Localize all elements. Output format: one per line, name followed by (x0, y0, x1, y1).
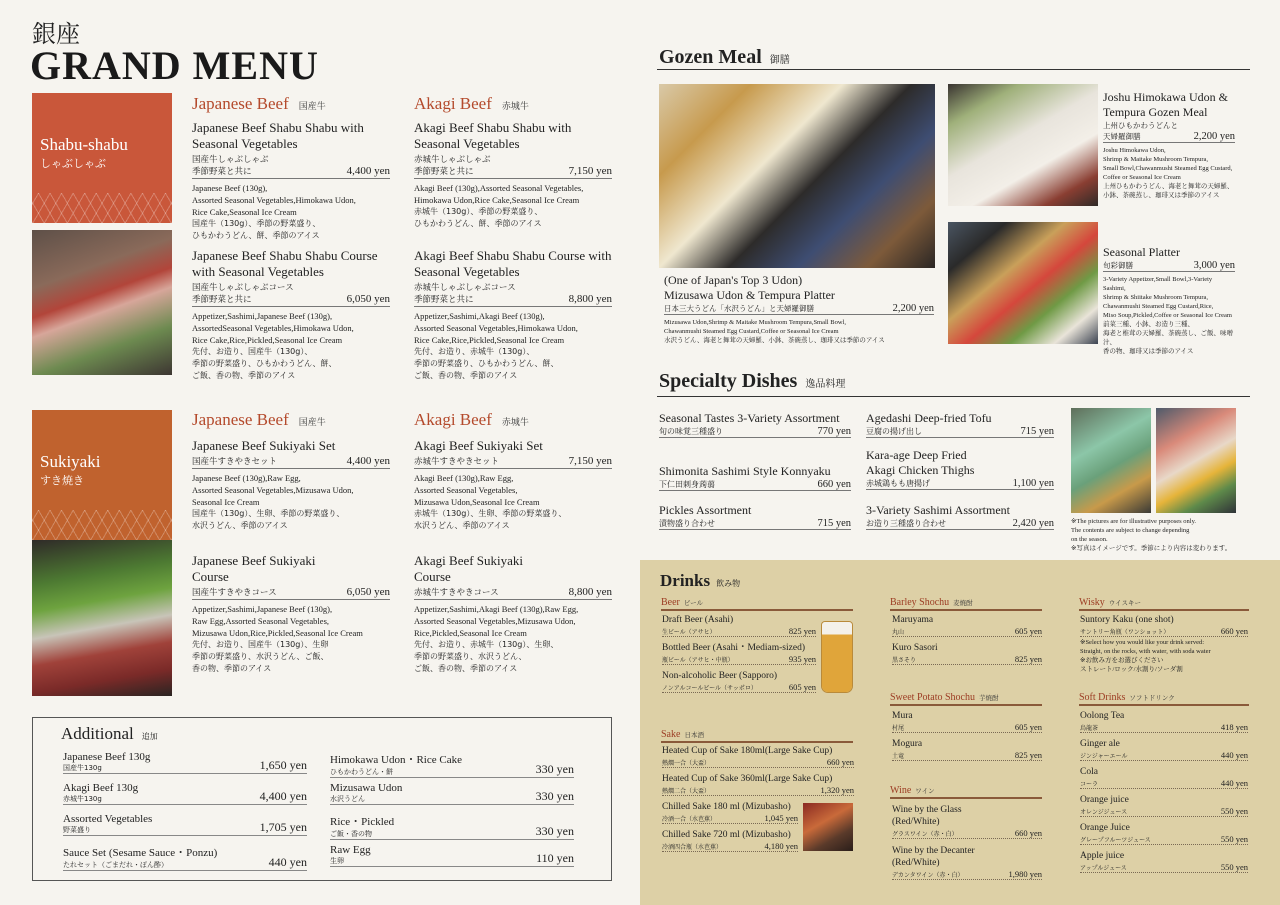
drink-item: Wine by the Decanter (Red/White) デカンタワイン（赤・白） 1,980 yen (892, 846, 1042, 879)
drink-item: Oolong Tea 烏龍茶 418 yen (1080, 711, 1248, 732)
item-desc: Appetizer,Sashimi,Japanese Beef (130g), AssortedSeasonal Vegetables,Himokawa Udon, Rice Cake,Rice,Pickled,Seasonal Ice Cream (192, 311, 354, 345)
menu-item (192, 553, 390, 675)
additional-item: Raw Egg 生卵 110 yen (330, 844, 574, 865)
additional-title: Additional 追加 (61, 724, 158, 743)
item-desc: Mizusawa Udon,Shrimp & Maitake Mushroom Tempura,Small Bowl, Chawanmushi Steamed Egg Custard,Coffee or Seasonal Ice Cream (664, 319, 846, 335)
drink-item: Maruyama 丸山 605 yen (892, 615, 1042, 636)
menu-item (414, 248, 612, 382)
drink-category-sake: Sake 日本酒 (661, 729, 853, 743)
specialty-rule (657, 396, 1250, 397)
item-desc-jp: 水沢うどん、海老と舞茸の天婦羅、小鉢、茶碗蒸し、珈琲又は季節のアイス (664, 336, 885, 344)
drinks-heading: Drinks 飲み物 (660, 571, 741, 590)
item-name: Japanese Beef Sukiyaki Course (192, 553, 316, 584)
item-desc: Appetizer,Sashimi,Akagi Beef (130g),Raw Egg, Assorted Seasonal Vegetables,Mizusawa Udon, Rice,Pickled,Seasonal Ice Cream (414, 604, 579, 638)
suki-panel (32, 410, 172, 540)
item-jp: 国産牛しゃぶしゃぶコース 季節野菜と共に (192, 283, 294, 305)
whisky-note: ※Select how you would like your drink served: Straight, on the rocks, with water, with soda water ※お飲み方をお選びください ストレート/ロック/水割り/ソーダ割 (1080, 639, 1211, 673)
item-desc: Japanese Beef (130g),Raw Egg, Assorted Seasonal Vegetables,Mizusawa Udon, Seasonal Ice Cream (192, 473, 354, 507)
item-desc: Appetizer,Sashimi,Akagi Beef (130g), Assorted Seasonal Vegetables,Himokawa Udon, Rice Cake,Rice,Pickled,Seasonal Ice Cream (414, 311, 578, 345)
drink-item: Suntory Kaku (one shot) サントリー角瓶（ワンショット） 660 yen (1080, 615, 1248, 636)
item-desc-jp: 赤城牛（130g）、季節の野菜盛り、 ひもかわうどん、餅、季節のアイス (414, 207, 543, 228)
shabu-panel-title: Shabu-shabu (40, 135, 128, 154)
item-name: Japanese Beef Shabu Shabu with Seasonal Vegetables (192, 120, 364, 151)
drink-item: Ginger ale ジンジャーエール 440 yen (1080, 739, 1248, 760)
item-price: 7,150 yen (568, 455, 612, 467)
gozen-heading: Gozen Meal 御膳 (659, 46, 790, 68)
drink-item: Apple juice アップルジュース 550 yen (1080, 851, 1248, 872)
drink-item: Draft Beer (Asahi) 生ビール（アサヒ） 825 yen (662, 615, 816, 636)
item-jp: 日本三大うどん「水沢うどん」と天婦羅御膳 (664, 304, 814, 313)
item-desc-jp: 先付、お造り、赤城牛（130g）、 季節の野菜盛り、ひもかわうどん、餅、 ご飯、香の物、季節のアイス (414, 347, 559, 380)
item-jp: 国産牛しゃぶしゃぶ 季節野菜と共に (192, 155, 269, 177)
additional-item: Japanese Beef 130g 国産牛130g 1,650 yen (63, 751, 307, 772)
item-desc: 3-Variety Appetizer,Small Bowl,3-Variety Sashimi, Shrimp & Shiitake Mushroom Tempura, Chawanmushi Steamed Egg Custard,Rice, Miso Soup,Pickled,Coffee or Seasonal Ice Cream (1103, 276, 1232, 319)
drink-category-potato: Sweet Potato Shochu 芋焼酎 (890, 692, 1042, 706)
gozen-item (1103, 90, 1235, 200)
menu-item (192, 438, 390, 532)
item-name: Seasonal Platter (1103, 245, 1180, 259)
menu-item (414, 553, 612, 675)
item-name: Akagi Beef Sukiyaki Course (414, 553, 524, 584)
specialty-photo-sashimi (1156, 408, 1236, 513)
item-desc: Japanese Beef (130g), Assorted Seasonal Vegetables,Himokawa Udon, Rice Cake,Seasonal Ice Cream (192, 183, 356, 217)
item-desc-jp: 国産牛（130g）、生卵、季節の野菜盛り、 水沢うどん、季節のアイス (192, 509, 345, 530)
specialty-item: 3-Variety Sashimi Assortment お造り三種盛り合わせ 2,420 yen (866, 503, 1054, 529)
item-name: (One of Japan's Top 3 Udon) Mizusawa Udon & Tempura Platter (664, 273, 835, 302)
item-desc: Appetizer,Sashimi,Japanese Beef (130g), Raw Egg,Assorted Seasonal Vegetables, Mizusawa Udon,Rice,Pickled,Seasonal Ice Cream (192, 604, 363, 638)
item-name: Japanese Beef Sukiyaki Set (192, 438, 336, 453)
item-desc: Akagi Beef (130g),Assorted Seasonal Vegetables, Himokawa Udon,Rice Cake,Seasonal Ice Cream (414, 183, 584, 205)
additional-item: Himokawa Udon・Rice Cake ひもかわうどん・餅 330 yen (330, 751, 574, 778)
drink-item: Non-alcoholic Beer (Sapporo) ノンアルコールビール（サッポロ） 605 yen (662, 671, 816, 692)
item-price: 7,150 yen (568, 165, 612, 177)
shabu-jb-heading: Japanese Beef 国産牛 (192, 94, 326, 113)
item-jp: 旬彩御膳 (1103, 261, 1133, 270)
item-desc-jp: 先付、お造り、国産牛（130g）、 季節の野菜盛り、ひもかわうどん、餅、 ご飯、香の物、季節のアイス (192, 347, 337, 380)
item-desc-jp: 先付、お造り、赤城牛（130g）、生卵、 季節の野菜盛り、水沢うどん、 ご飯、香の物、季節のアイス (414, 640, 559, 673)
item-jp: 赤城牛すきやきコース (414, 588, 499, 598)
drink-item: Chilled Sake 720 ml (Mizubasho) 冷酒四合瓶（水芭蕉） 4,180 yen (662, 830, 798, 851)
gozen-item (1103, 245, 1235, 356)
drink-item: Mogura 土竜 825 yen (892, 739, 1042, 760)
gozen-item (664, 273, 934, 345)
menu-item (192, 120, 390, 242)
item-name: Japanese Beef Shabu Shabu Course with Seasonal Vegetables (192, 248, 378, 279)
drink-item: Chilled Sake 180 ml (Mizubasho) 冷酒一合（水芭蕉） 1,045 yen (662, 802, 798, 823)
shabu-panel-subtitle: しゃぶしゃぶ (40, 157, 106, 170)
gozen-photo-seasonal (948, 222, 1098, 344)
item-price: 8,800 yen (568, 293, 612, 305)
drink-item: Bottled Beer (Asahi・Mediam-sized) 瓶ビール（アサヒ・中瓶） 935 yen (662, 643, 816, 664)
item-jp: 赤城牛すきやきセット (414, 457, 500, 467)
suki-photo (32, 540, 172, 696)
drink-category-barley: Barley Shochu 麦焼酎 (890, 597, 1042, 611)
gozen-rule (657, 69, 1250, 70)
item-desc-jp: 前菜三種、小鉢、お造り三種、 海老と椎茸の天婦羅、茶碗蒸し、ご飯、味噌汁、 香の物、珈琲又は季節のアイス (1103, 320, 1233, 355)
item-price: 3,000 yen (1193, 260, 1235, 271)
drink-category-wine: Wine ワイン (890, 785, 1042, 799)
additional-item: Mizusawa Udon 水沢うどん 330 yen (330, 782, 574, 803)
specialty-item: Pickles Assortment 漬物盛り合わせ 715 yen (659, 503, 851, 529)
suki-ak-heading: Akagi Beef 赤城牛 (414, 410, 529, 429)
additional-item: Sauce Set (Sesame Sauce・Ponzu) たれセット（ごまだれ・ぽん酢） 440 yen (63, 844, 307, 871)
drink-item: Kuro Sasori 黒さそり 825 yen (892, 643, 1042, 664)
item-price: 2,200 yen (1193, 131, 1235, 142)
specialty-item: Seasonal Tastes 3-Variety Assortment 旬の味覚三種盛り 770 yen (659, 411, 851, 437)
sake-photo (803, 803, 853, 851)
specialty-item: Agedashi Deep-fried Tofu 豆腐の揚げ出し 715 yen (866, 411, 1054, 437)
item-jp: 赤城牛しゃぶしゃぶコース 季節野菜と共に (414, 283, 516, 305)
item-name: Akagi Beef Shabu Shabu with Seasonal Vegetables (414, 120, 572, 151)
drink-category-beer: Beer ビール (661, 597, 853, 611)
drink-item: Orange juice オレンジジュース 550 yen (1080, 795, 1248, 816)
asanoha-pattern (32, 193, 172, 223)
additional-item: Akagi Beef 130g 赤城牛130g 4,400 yen (63, 782, 307, 803)
menu-item (414, 120, 612, 230)
item-price: 6,050 yen (346, 586, 390, 598)
specialty-item: Shimonita Sashimi Style Konnyaku 下仁田刺身蒟蒻 660 yen (659, 464, 851, 490)
item-desc-jp: 赤城牛（130g）、生卵、季節の野菜盛り、 水沢うどん、季節のアイス (414, 509, 567, 530)
item-desc-jp: 先付、お造り、国産牛（130g）、生卵 季節の野菜盛り、水沢うどん、ご飯、 香の物、季節のアイス (192, 640, 329, 673)
suki-jb-heading: Japanese Beef 国産牛 (192, 410, 326, 429)
drink-item: Orange Juice グレープフルーツジュース 550 yen (1080, 823, 1248, 844)
item-price: 2,200 yen (892, 303, 934, 314)
item-price: 4,400 yen (346, 165, 390, 177)
shabu-panel (32, 93, 172, 223)
gozen-photo-himokawa (948, 84, 1098, 206)
drink-item: Heated Cup of Sake 360ml(Large Sake Cup) 熱燗二合（大盃） 1,320 yen (662, 774, 854, 795)
drink-item: Cola コーラ 440 yen (1080, 767, 1248, 788)
drink-category-whisky: Wisky ウイスキー (1079, 597, 1249, 611)
gozen-photo-udon (659, 84, 935, 268)
item-name: Joshu Himokawa Udon & Tempura Gozen Meal (1103, 90, 1228, 119)
specialty-item: Kara-age Deep Fried Akagi Chicken Thighs 赤城鶏もも唐揚げ 1,100 yen (866, 448, 1054, 489)
item-price: 8,800 yen (568, 586, 612, 598)
menu-item (192, 248, 390, 382)
specialty-heading: Specialty Dishes 逸品料理 (659, 370, 846, 392)
item-name: Akagi Beef Sukiyaki Set (414, 438, 543, 453)
suki-panel-title: Sukiyaki (40, 452, 101, 471)
asanoha-pattern (32, 510, 172, 540)
item-jp: 上州ひもかわうどんと 天婦羅御膳 (1103, 121, 1178, 141)
drink-item: Wine by the Glass (Red/White) グラスワイン（赤・白） 660 yen (892, 805, 1042, 838)
drink-item: Heated Cup of Sake 180ml(Large Sake Cup) 熱燗一合（大盃） 660 yen (662, 746, 854, 767)
menu-item (414, 438, 612, 532)
drink-item: Mura 村尾 605 yen (892, 711, 1042, 732)
specialty-note: ※The pictures are for illustrative purposes only. The contents are subject to change depending on the season. ※写真はイメージです。季節により内容は変わります。 (1071, 518, 1232, 552)
item-desc: Joshu Himokawa Udon, Shrimp & Maitake Mushroom Tempura, Small Bowl,Chawanmushi Steamed Egg Custard, Coffee or Seasonal Ice Cream (1103, 147, 1233, 181)
drink-category-soft: Soft Drinks ソフトドリンク (1079, 692, 1249, 706)
beer-glass-icon (822, 622, 852, 692)
item-jp: 国産牛すきやきコース (192, 588, 277, 598)
shabu-photo (32, 230, 172, 375)
additional-item: Rice・Pickled ご飯・香の物 330 yen (330, 813, 574, 840)
specialty-photo-konnyaku (1071, 408, 1151, 513)
item-desc: Akagi Beef (130g),Raw Egg, Assorted Seasonal Vegetables, Mizusawa Udon,Seasonal Ice Cream (414, 473, 540, 507)
suki-panel-subtitle: すき焼き (40, 474, 84, 487)
additional-item: Assorted Vegetables 野菜盛り 1,705 yen (63, 813, 307, 834)
ginza-label: 銀座 (32, 20, 80, 48)
page-title: GRAND MENU (30, 43, 319, 88)
item-name: Akagi Beef Shabu Shabu Course with Seasonal Vegetables (414, 248, 612, 279)
item-price: 6,050 yen (346, 293, 390, 305)
item-desc-jp: 国産牛（130g）、季節の野菜盛り、 ひもかわうどん、餅、季節のアイス (192, 219, 321, 240)
item-jp: 赤城牛しゃぶしゃぶ 季節野菜と共に (414, 155, 491, 177)
item-price: 4,400 yen (346, 455, 390, 467)
item-jp: 国産牛すきやきセット (192, 457, 278, 467)
shabu-ak-heading: Akagi Beef 赤城牛 (414, 94, 529, 113)
additional-box (32, 717, 612, 881)
item-desc-jp: 上州ひもかわうどん、海老と舞茸の天婦羅、 小鉢、茶碗蒸し、珈琲又は季節のアイス (1103, 182, 1234, 199)
